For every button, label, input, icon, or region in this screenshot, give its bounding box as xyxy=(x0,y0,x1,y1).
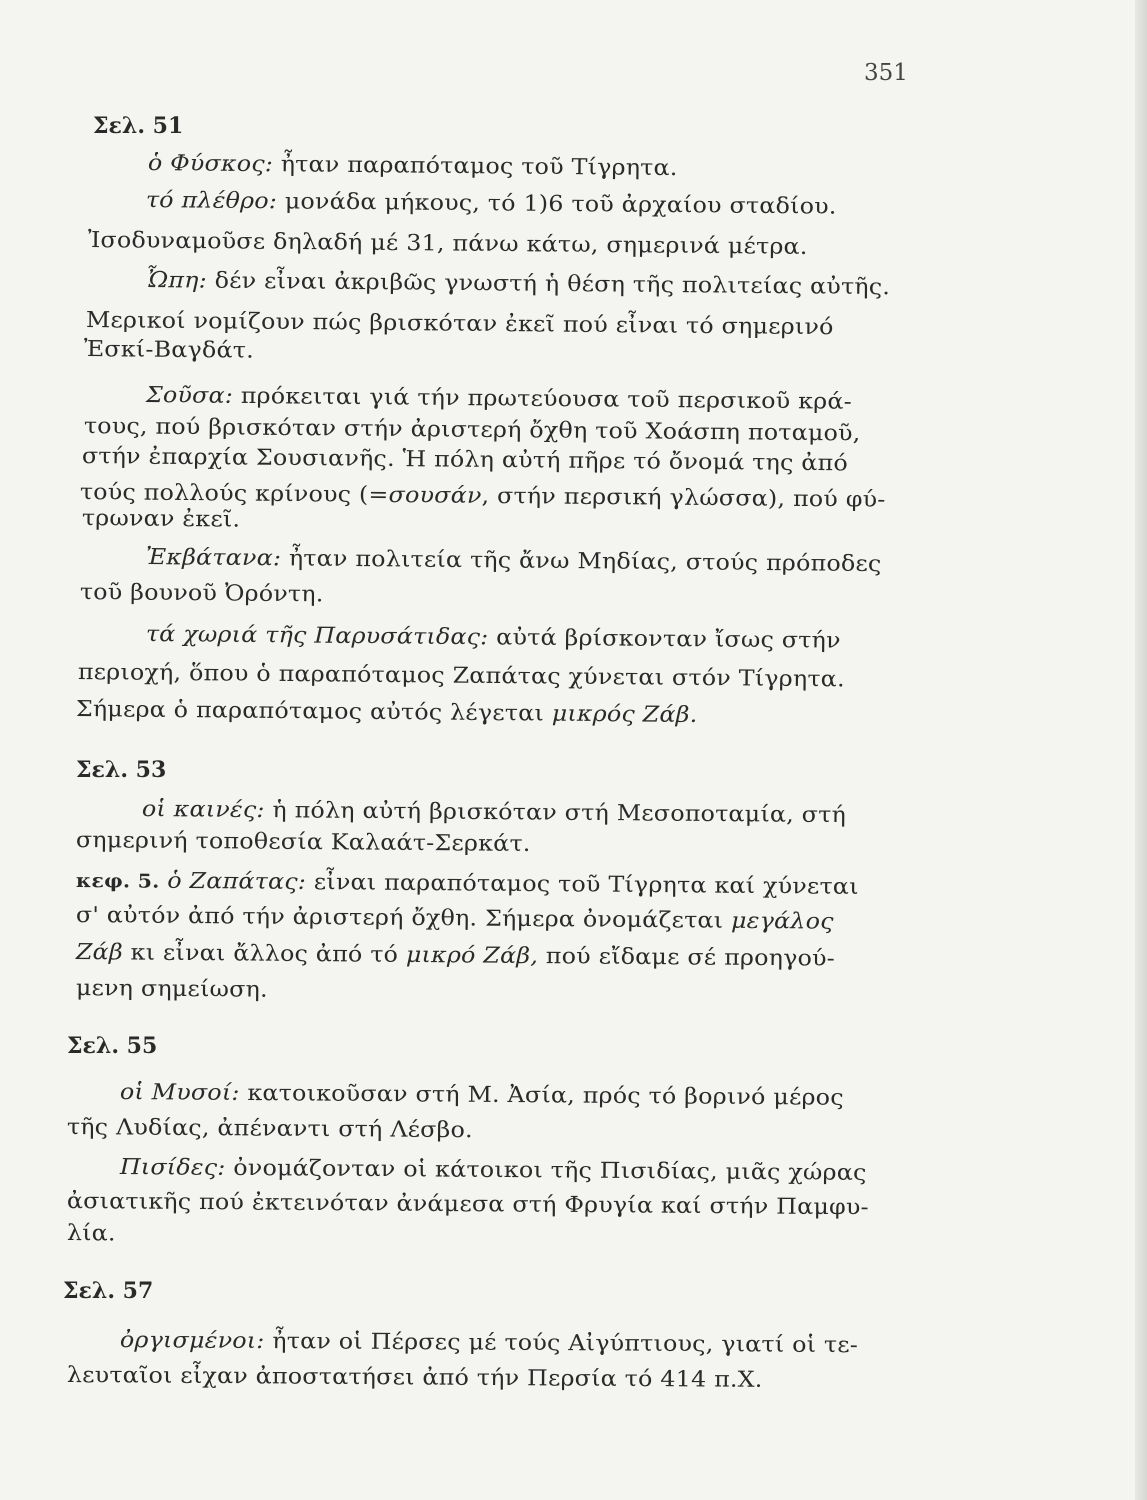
section-heading: Σελ. 51 xyxy=(93,113,184,139)
text-run: Ἐσκί-Βαγδάτ. xyxy=(83,337,255,364)
text-run: δέν εἶναι ἀκριβῶς γνωστή ἡ θέση τῆς πολιτείας αὐτῆς. xyxy=(206,268,891,301)
text-run: στήν ἐπαρχία Σουσιανῆς. Ἡ πόλη αὐτή πῆρε τό ὄνομά της ἀπό xyxy=(81,444,849,477)
text-line xyxy=(76,940,835,972)
text-line xyxy=(78,660,845,692)
text-line xyxy=(146,383,852,415)
text-line xyxy=(120,1328,858,1358)
text-line xyxy=(148,151,678,181)
text-line xyxy=(146,268,890,300)
page-edge xyxy=(1135,0,1147,1500)
text-run: ἦταν οἱ Πέρσες μέ τούς Αἰγύπτιους, γιατί οἱ τε- xyxy=(264,1329,859,1359)
text-line xyxy=(88,228,808,260)
text-run: ἦταν πολιτεία τῆς ἄνω Μηδίας, στούς πρόποδες xyxy=(281,546,882,578)
text-line xyxy=(84,414,861,446)
term: Ἐκβάτανα: xyxy=(145,545,282,572)
text-run: πού εἴδαμε σέ προηγού- xyxy=(537,944,836,972)
text-line xyxy=(67,1189,869,1220)
text-run: τρωναν ἐκεῖ. xyxy=(81,506,241,533)
term: τά χωριά τῆς Παρυσάτιδας: xyxy=(145,622,489,651)
text-line xyxy=(146,545,882,577)
text-run: λία. xyxy=(66,1221,116,1247)
text-line xyxy=(76,976,268,1003)
text-run: λευταῖοι εἶχαν ἀποστατήσει ἀπό τήν Περσία τό 414 π.Χ. xyxy=(66,1363,763,1393)
text-run: ἦταν παραπόταμος τοῦ Τίγρητα. xyxy=(272,152,678,182)
term: Σοῦσα: xyxy=(145,383,234,409)
term: ὀργισμένοι: xyxy=(119,1328,265,1355)
term: σουσάν xyxy=(388,482,482,509)
term: τό πλέθρο: xyxy=(145,188,278,215)
text-run: τους, πού βρισκόταν στήν ἀριστερή ὄχθη τοῦ Χοάσπη ποταμοῦ, xyxy=(83,414,861,447)
section-heading: Σελ. 53 xyxy=(76,757,167,783)
text-line xyxy=(67,1221,116,1246)
text-run: Σήμερα ὁ παραπόταμος αὐτός λέγεται xyxy=(75,697,552,727)
text-line xyxy=(120,1080,844,1111)
text-run: τῆς Λυδίας, ἀπέναντι στή Λέσβο. xyxy=(66,1115,473,1144)
term: ὁ Φύσκος: xyxy=(147,151,274,178)
section-heading: Σελ. 57 xyxy=(63,1278,154,1304)
text-run: μενη σημείωση. xyxy=(75,976,268,1003)
page-number: 351 xyxy=(864,60,908,86)
text-run: περιοχή, ὅπου ὁ παραπόταμος Ζαπάτας χύνεται στόν Τίγρητα. xyxy=(77,660,845,693)
term: Ὦπη: xyxy=(145,268,208,294)
text-run: κι εἶναι ἄλλος ἀπό τό xyxy=(122,940,407,968)
text-run: κατοικοῦσαν στή Μ. Ἀσία, πρός τό βορινό μέρος xyxy=(239,1080,844,1111)
text-run: αὐτά βρίσκονταν ἴσως στήν xyxy=(488,625,841,654)
text-line xyxy=(84,337,254,364)
text-run xyxy=(159,869,167,894)
text-line xyxy=(82,506,241,533)
text-run: τοῦ βουνοῦ Ὀρόντη. xyxy=(79,580,324,608)
text-run: ἡ πόλη αὐτή βρισκόταν στή Μεσοποταμία, στή xyxy=(264,798,847,829)
text-run: σημερινή τοποθεσία Καλαάτ-Σερκάτ. xyxy=(75,828,531,857)
text-line xyxy=(76,903,834,935)
term: ὁ Ζαπάτας: xyxy=(167,868,307,896)
text-run: πρόκειται γιά τήν πρωτεύουσα τοῦ περσικοῦ κρά- xyxy=(232,383,853,415)
term: Πισίδες: xyxy=(119,1155,226,1181)
text-line xyxy=(142,797,846,828)
term: οἱ καινές: xyxy=(141,797,265,824)
text-line xyxy=(80,580,324,607)
text-line xyxy=(67,1363,763,1393)
text-line xyxy=(82,444,848,476)
text-line xyxy=(120,1155,867,1186)
text-run: Μερικοί νομίζουν πώς βρισκόταν ἐκεῖ πού εἶναι τό σημερινό xyxy=(85,308,834,341)
text-line xyxy=(76,697,698,728)
text-run: μονάδα μήκους, τό 1)6 τοῦ ἀρχαίου σταδίου. xyxy=(276,189,837,220)
chapter-ref: κεφ. 5. xyxy=(75,869,160,893)
text-line xyxy=(146,622,841,654)
text-line xyxy=(86,308,834,340)
term: μικρό Ζάβ, xyxy=(405,942,539,970)
text-run: ἀσιατικῆς πού ἐκτεινόταν ἀνάμεσα στή Φρυγία καί στήν Παμφυ- xyxy=(66,1189,869,1221)
text-run: ὀνομάζονταν οἱ κάτοικοι τῆς Πισιδίας, μιᾶς χώρας xyxy=(225,1155,867,1186)
text-run: , στήν περσική γλώσσα), πού φύ- xyxy=(481,483,886,513)
text-run: Ἰσοδυναμοῦσε δηλαδή μέ 31, πάνω κάτω, σημερινά μέτρα. xyxy=(87,228,808,260)
text-line xyxy=(76,868,859,900)
term: οἱ Μυσοί: xyxy=(119,1080,240,1106)
text-line xyxy=(146,188,837,220)
text-line xyxy=(76,828,531,857)
text-run: τούς πολλούς κρίνους (= xyxy=(79,480,389,508)
text-run: σ' αὐτόν ἀπό τήν ἀριστερή ὄχθη. Σήμερα ὀνομάζεται xyxy=(75,903,732,934)
term: μικρός Ζάβ. xyxy=(551,701,698,728)
text-line xyxy=(67,1115,473,1143)
term: Ζάβ xyxy=(75,940,123,966)
section-heading: Σελ. 55 xyxy=(67,1033,158,1059)
term: μεγάλος xyxy=(730,908,834,935)
text-run: εἶναι παραπόταμος τοῦ Τίγρητα καί χύνεται xyxy=(305,870,859,900)
